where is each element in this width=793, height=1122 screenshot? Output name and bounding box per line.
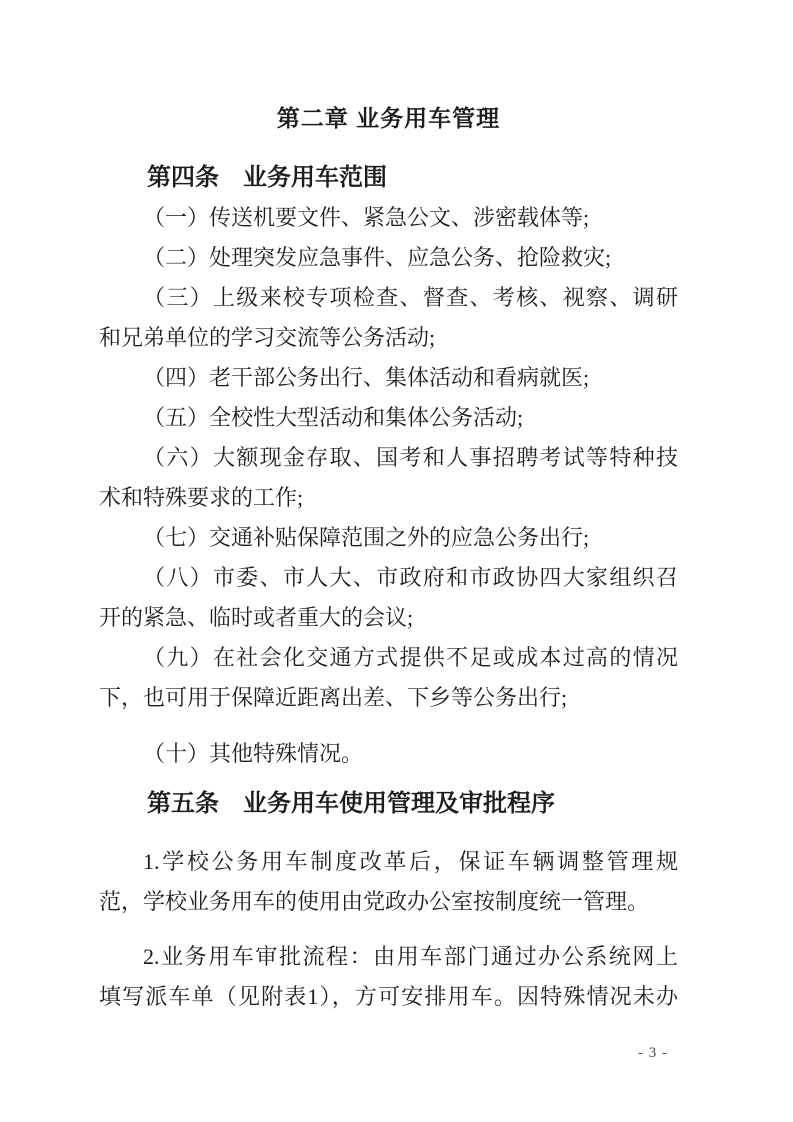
article4-line-10: （八）市委、市人大、市政府和市政协四大家组织召	[143, 565, 678, 590]
article4-line-7: （六）大额现金存取、国考和人事招聘考试等特种技	[143, 445, 678, 470]
article5-heading: 第五条 业务用车使用管理及审批程序	[147, 791, 555, 817]
article4-line-4: 和兄弟单位的学习交流等公务活动;	[99, 325, 436, 350]
article4-line-2: （二）处理突发应急事件、应急公务、抢险救灾;	[143, 245, 612, 270]
article5-line-4: 填写派车单（见附表1），方可安排用车。因特殊情况未办	[99, 984, 678, 1009]
page-number: - 3 -	[638, 1045, 668, 1061]
article4-line-9: （七）交通补贴保障范围之外的应急公务出行;	[143, 525, 590, 550]
article4-line-6: （五）全校性大型活动和集体公务活动;	[143, 405, 524, 430]
article5-line-2: 范，学校业务用车的使用由党政办公室按制度统一管理。	[99, 889, 650, 914]
article4-line-13: 下，也可用于保障近距离出差、下乡等公务出行;	[99, 685, 568, 710]
article5-line-3: 2.业务用车审批流程：由用车部门通过办公系统网上	[143, 944, 678, 969]
article4-line-8: 术和特殊要求的工作;	[99, 485, 304, 510]
article4-line-1: （一）传送机要文件、紧急公文、涉密载体等;	[143, 205, 590, 230]
chapter-title: 第二章 业务用车管理	[276, 105, 501, 131]
article4-line-14: （十）其他特殊情况。	[143, 741, 364, 766]
article4-heading: 第四条 业务用车范围	[147, 165, 387, 191]
article4-line-11: 开的紧急、临时或者重大的会议;	[99, 605, 414, 630]
article4-line-12: （九）在社会化交通方式提供不足或成本过高的情况	[143, 645, 678, 670]
article4-line-5: （四）老干部公务出行、集体活动和看病就医;	[143, 365, 590, 390]
article4-line-3: （三）上级来校专项检查、督查、考核、视察、调研	[143, 285, 678, 310]
article5-line-1: 1.学校公务用车制度改革后，保证车辆调整管理规	[143, 849, 678, 874]
